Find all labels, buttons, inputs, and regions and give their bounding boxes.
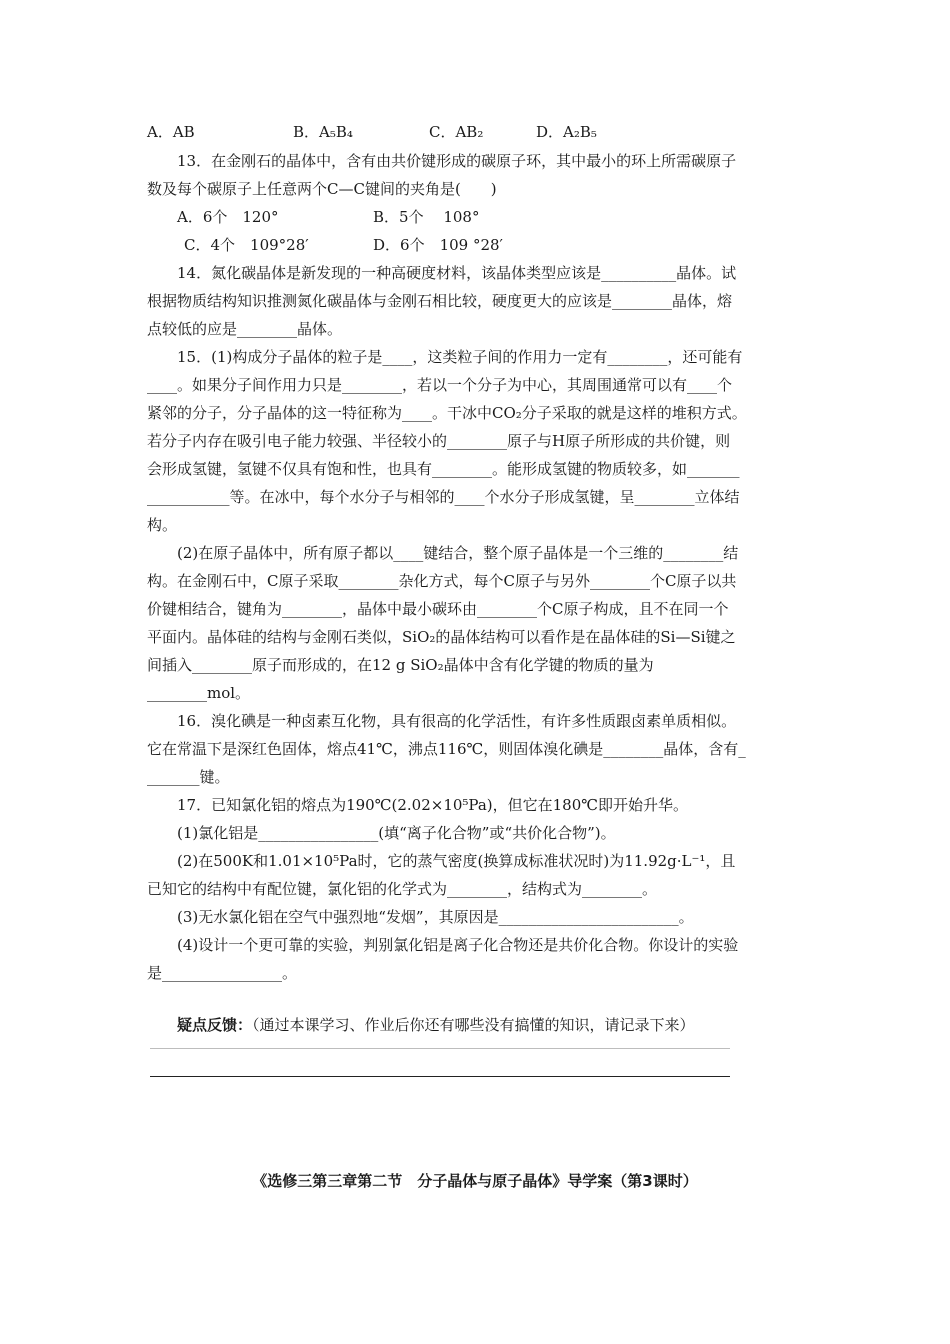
q15-part2-line: 平面内。晶体硅的结构与金刚石类似，SiO₂的晶体结构可以看作是在晶体硅的Si—Si键之 bbox=[147, 628, 736, 646]
q13-option-c: C．4个 109°28′ bbox=[184, 236, 309, 254]
feedback-instruction: （通过本课学习、作业后你还有哪些没有搞懂的知识，请记录下来） bbox=[252, 1016, 695, 1034]
feedback-answer-line bbox=[150, 1076, 730, 1077]
next-lesson-title: 《选修三第三章第二节 分子晶体与原子晶体》导学案（第3课时） bbox=[252, 1172, 698, 1190]
q12-option-c: C．AB₂ bbox=[429, 123, 484, 141]
q12-option-b: B．A₅B₄ bbox=[293, 123, 353, 141]
q15-line: 紧邻的分子，分子晶体的这一特征称为____。干冰中CO₂分子采取的就是这样的堆积方式。 bbox=[147, 404, 747, 422]
q15-line: ____。如果分子间作用力只是________，若以一个分子为中心，其周围通常可以有____个 bbox=[147, 376, 733, 394]
q15-line: 会形成氢键，氢键不仅具有饱和性，也具有________。能形成氢键的物质较多，如_______ bbox=[147, 460, 740, 478]
q15-part2-line: 价键相结合，键角为________，晶体中最小碳环由________个C原子构成，且不在同一个 bbox=[147, 600, 729, 618]
q15-part2-line: 构。在金刚石中，C原子采取________杂化方式，每个C原子与另外________个C原子以共 bbox=[147, 572, 737, 590]
q15-line: 若分子内存在吸引电子能力较强、半径较小的________原子与H原子所形成的共价键，则 bbox=[147, 432, 731, 450]
q15-part2-line: (2)在原子晶体中，所有原子都以____键结合，整个原子晶体是一个三维的________结 bbox=[177, 544, 739, 562]
q16-line: _______键。 bbox=[147, 768, 230, 786]
q16-line: 16．溴化碘是一种卤素互化物，具有很高的化学活性，有许多性质跟卤素单质相似。 bbox=[177, 712, 737, 730]
q14-line: 14．氮化碳晶体是新发现的一种高硬度材料，该晶体类型应该是__________晶体。试 bbox=[177, 264, 737, 282]
q14-line: 根据物质结构知识推测氮化碳晶体与金刚石相比较，硬度更大的应该是________晶体，熔 bbox=[147, 292, 733, 310]
feedback-answer-line bbox=[150, 1048, 730, 1049]
q17-part4: (4)设计一个更可靠的实验，判别氯化铝是离子化合物还是共价化合物。你设计的实验 bbox=[177, 936, 739, 954]
q13-stem-cont: 数及每个碳原子上任意两个C—C键间的夹角是( ) bbox=[147, 180, 497, 198]
q17-part2-cont: 已知它的结构中有配位键，氯化铝的化学式为________，结构式为________。 bbox=[147, 880, 658, 898]
q17-part3: (3)无水氯化铝在空气中强烈地“发烟”，其原因是________________________。 bbox=[177, 908, 694, 926]
q15-part2-line: ________mol。 bbox=[147, 684, 251, 702]
q13-option-b: B．5个 108° bbox=[373, 208, 480, 226]
q17-part1: (1)氯化铝是________________(填“离子化合物”或“共价化合物”)。 bbox=[177, 824, 616, 842]
q15-line: 15．(1)构成分子晶体的粒子是____，这类粒子间的作用力一定有________，还可能有 bbox=[177, 348, 743, 366]
q16-line: 它在常温下是深红色固体，熔点41℃，沸点116℃，则固体溴化碘是________晶体，含有_ bbox=[147, 740, 746, 758]
q17-part2: (2)在500K和1.01×10⁵Pa时，它的蒸气密度(换算成标准状况时)为11.92g·L⁻¹，且 bbox=[177, 852, 736, 870]
feedback-label: 疑点反馈： bbox=[177, 1016, 253, 1034]
q17-line: 17．已知氯化铝的熔点为190℃(2.02×10⁵Pa)，但它在180℃即开始升华。 bbox=[177, 796, 689, 814]
q12-option-d: D．A₂B₅ bbox=[536, 123, 597, 141]
q13-stem: 13．在金刚石的晶体中，含有由共价键形成的碳原子环，其中最小的环上所需碳原子 bbox=[177, 152, 737, 170]
q17-part4-cont: 是________________。 bbox=[147, 964, 298, 982]
q15-part2-line: 间插入________原子而形成的，在12 g SiO₂晶体中含有化学键的物质的量为 bbox=[147, 656, 654, 674]
q13-option-a: A．6个 120° bbox=[177, 208, 279, 226]
q15-line: 构。 bbox=[147, 516, 178, 534]
q15-line: ___________等。在冰中，每个水分子与相邻的____个水分子形成氢键，呈________立体结 bbox=[147, 488, 740, 506]
q13-option-d: D．6个 109 °28′ bbox=[373, 236, 503, 254]
q12-option-a: A．AB bbox=[147, 123, 195, 141]
q14-line: 点较低的应是________晶体。 bbox=[147, 320, 343, 338]
feedback-section bbox=[177, 1015, 807, 1035]
